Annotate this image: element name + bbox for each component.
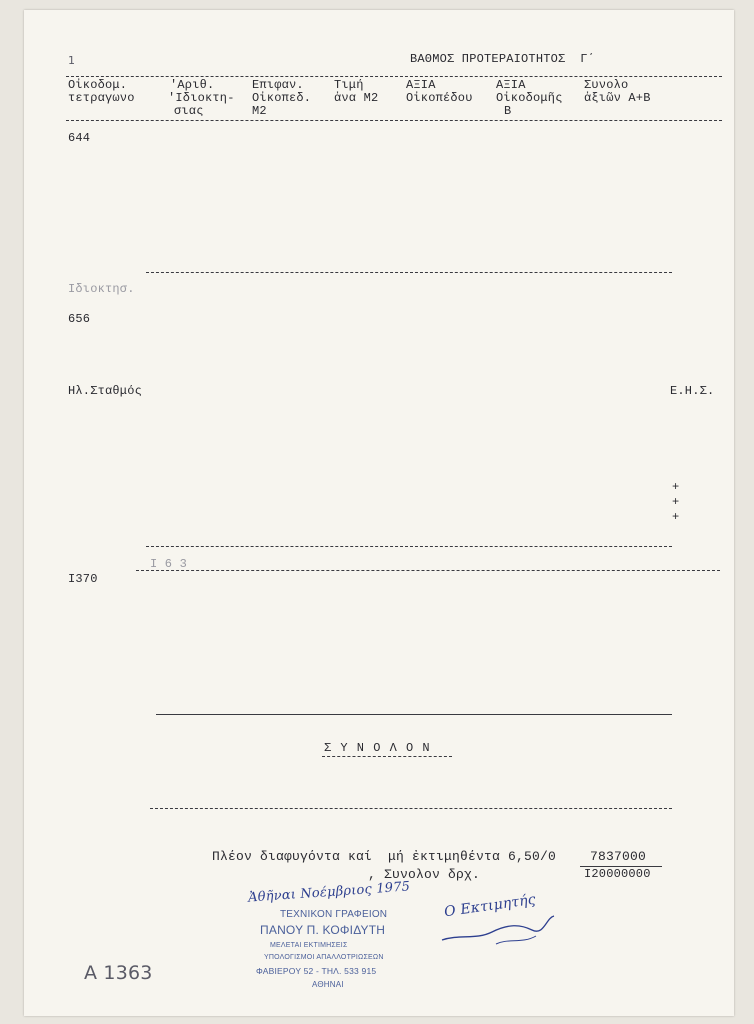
header-price-line1: Τιμή bbox=[334, 78, 364, 92]
stamp-line-1: ΤΕΧΝΙΚΟΝ ΓΡΑΦΕΙΟΝ bbox=[280, 909, 388, 920]
header-buildvalue-line3: B bbox=[504, 104, 512, 118]
block-644-subtotal-rule bbox=[146, 272, 672, 273]
summary-total-rule bbox=[150, 808, 672, 809]
power-station-label: Ηλ.Σταθμός bbox=[68, 384, 143, 398]
header-landvalue-line2: Οἰκοπέδου bbox=[406, 91, 473, 105]
plus-mark-1: + bbox=[672, 480, 680, 494]
header-area-line1: Επιφαν. bbox=[252, 78, 304, 92]
header-prop-line2: 'Ιδιοκτη- bbox=[168, 91, 235, 105]
header-buildvalue-line2: Οἰκοδομῆς bbox=[496, 91, 563, 105]
archive-reference: A 1363 bbox=[84, 962, 153, 984]
stamp-line-5: ΦΑΒΙΕΡΟΥ 52 - ΤΗΛ. 533 915 bbox=[256, 966, 377, 976]
ehs-note: Ε.Η.Σ. bbox=[670, 384, 715, 398]
extra-estimate-value: 7837000 bbox=[590, 849, 647, 864]
priority-heading: ΒΑΘΜΟΣ ΠΡΟΤΕΡΑΙΟΤΗΤΟΣ Γ΄ bbox=[410, 52, 596, 66]
block-656-label: 656 bbox=[68, 312, 91, 326]
summary-title: Σ Υ Ν Ο Λ Ο Ν bbox=[324, 741, 431, 755]
header-bottom-rule bbox=[66, 120, 722, 121]
header-total-line1: Συνολο bbox=[584, 78, 629, 92]
handwritten-date: Ἀθῆναι Νοέμβριος 1975 bbox=[247, 879, 411, 906]
header-prop-line3: σιας bbox=[174, 104, 204, 118]
header-landvalue-line1: ΑΞΙΑ bbox=[406, 78, 436, 92]
header-total-line2: ἀξιῶν A+B bbox=[584, 91, 651, 105]
header-buildvalue-line1: ΑΞΙΑ bbox=[496, 78, 526, 92]
plus-mark-3: + bbox=[672, 510, 680, 524]
extra-estimate-label: Πλέον διαφυγόντα καί μή ἐκτιμηθέντα 6,50/0 bbox=[212, 849, 557, 864]
header-block-line2: τετραγωνο bbox=[68, 91, 135, 105]
stamp-line-6: ΑΘΗΝΑΙ bbox=[312, 980, 344, 989]
grand-total-label: , Συνολον δρχ. bbox=[368, 867, 481, 882]
block-1370-subtotal-rule bbox=[156, 714, 672, 715]
handwritten-signature: Ο Εκτιμητής bbox=[443, 891, 537, 921]
summary-title-underline bbox=[322, 756, 452, 757]
block-656-subtotal-rule bbox=[146, 546, 672, 547]
stamp-line-4: ΥΠΟΛΟΓΙΣΜΟΙ ΑΠΑΛΛΟΤΡΙΩΣΕΩΝ bbox=[264, 954, 384, 961]
header-prop-line1: 'Αριθ. bbox=[170, 78, 215, 92]
header-area-line2: Οἰκοπεδ. bbox=[252, 91, 312, 105]
corner-pencil-mark: 1 bbox=[68, 54, 76, 67]
signature-scribble-icon bbox=[436, 910, 560, 950]
grand-total-value: I20000000 bbox=[584, 867, 651, 881]
header-price-line2: ἀνα M2 bbox=[334, 91, 379, 105]
block-644-subtotal-label: Ιδιοκτησ. bbox=[68, 282, 135, 296]
block-644-label: 644 bbox=[68, 131, 91, 145]
document-page bbox=[24, 10, 734, 1016]
block-656-strike-rule bbox=[136, 570, 720, 571]
stamp-line-2: ΠΑΝΟΥ Π. ΚΟΦΙΔΥΤΗ bbox=[260, 923, 386, 937]
crossed-out-count: I 6 3 bbox=[150, 557, 188, 571]
header-area-line3: M2 bbox=[252, 104, 267, 118]
block-1370-label: I370 bbox=[68, 572, 98, 586]
header-block-line1: Οἰκοδομ. bbox=[68, 78, 128, 92]
stamp-line-3: ΜΕΛΕΤΑΙ ΕΚΤΙΜΗΣΕΙΣ bbox=[270, 942, 348, 949]
header-top-rule bbox=[66, 76, 722, 77]
plus-mark-2: + bbox=[672, 495, 680, 509]
